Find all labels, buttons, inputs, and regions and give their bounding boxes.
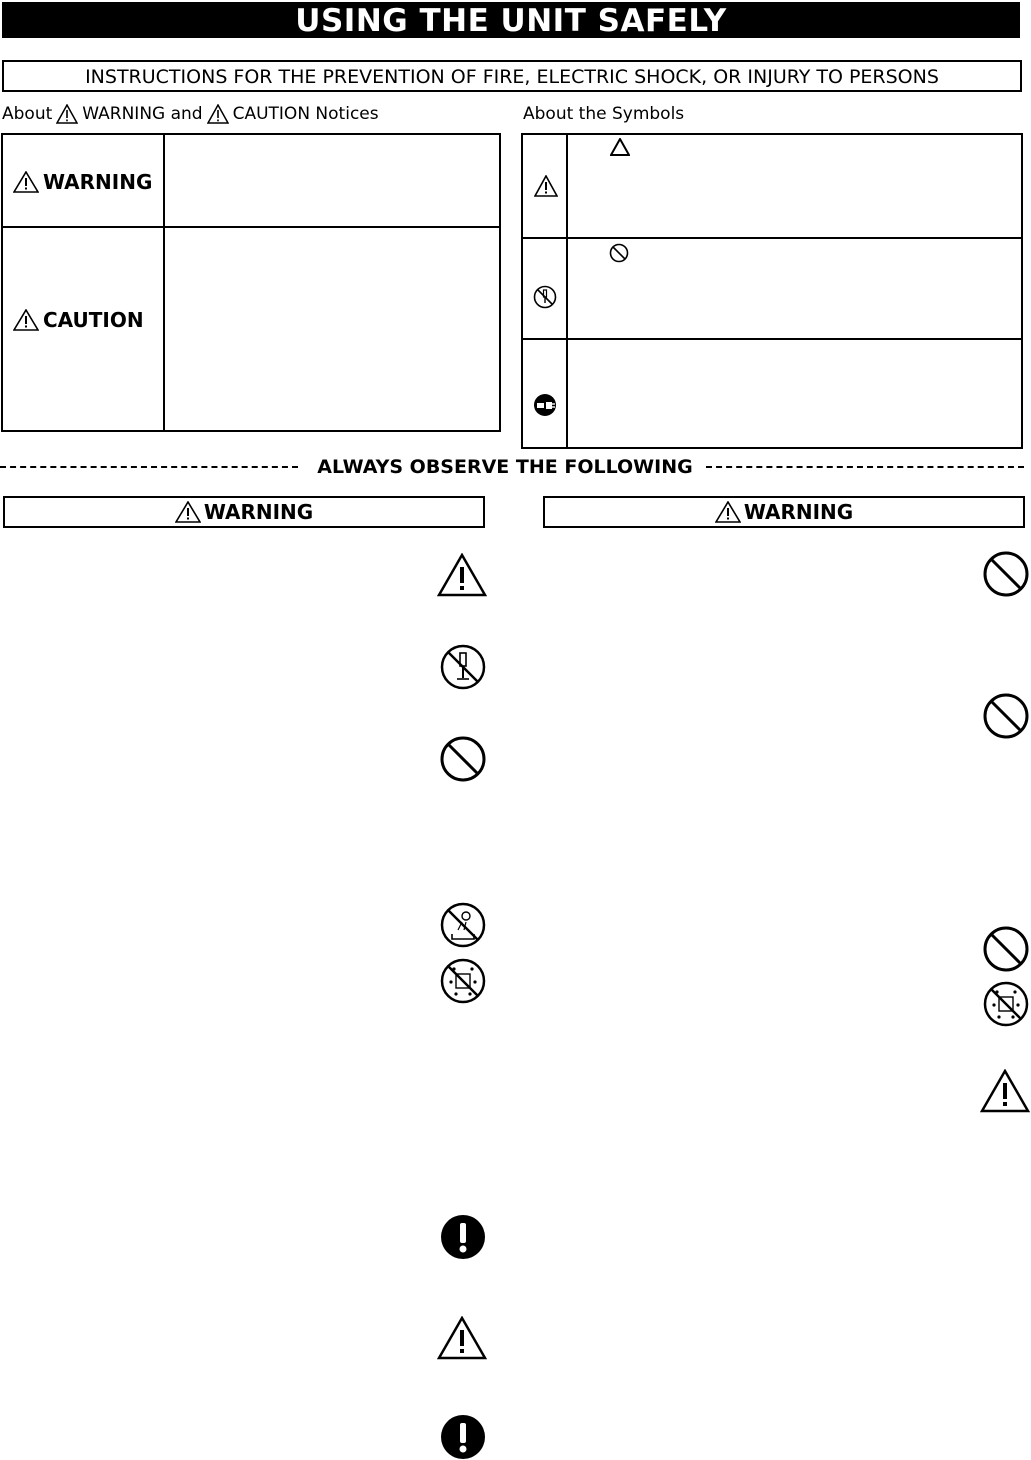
notices-heading-about: About: [2, 104, 53, 124]
warning-small-icon: [207, 104, 229, 124]
table-divider: [163, 135, 165, 430]
symbols-table: [521, 133, 1023, 449]
notices-heading-caution: CAUTION Notices: [232, 104, 379, 124]
table-divider: [3, 226, 499, 228]
unplug-icon: [533, 393, 557, 417]
left-warning-header-text: WARNING: [203, 500, 314, 524]
table-divider: [523, 237, 1023, 239]
symbols-heading: About the Symbols: [523, 104, 685, 124]
no-children-icon: [440, 958, 486, 1004]
prohibited-small-icon: [609, 243, 629, 263]
instructions-banner: INSTRUCTIONS FOR THE PREVENTION OF FIRE, ELECTRIC SHOCK, OR INJURY TO PERSONS: [2, 60, 1022, 92]
prohibited-icon: [983, 693, 1029, 739]
right-warning-header: [543, 496, 1025, 528]
table-divider: [523, 338, 1023, 340]
no-disassemble-icon: [533, 285, 557, 309]
page-title: USING THE UNIT SAFELY: [2, 2, 1020, 38]
warning-triangle-icon: [437, 1316, 487, 1360]
no-water-icon: [440, 902, 486, 948]
warning-symbol-icon: [534, 175, 558, 197]
warning-small-icon: [715, 501, 741, 523]
warning-notice-label: [13, 170, 152, 194]
prohibited-icon: [440, 736, 486, 782]
observe-divider: [0, 455, 1031, 479]
no-children-icon: [983, 981, 1029, 1027]
mandatory-icon: [440, 1214, 486, 1260]
warning-small-icon: [175, 501, 201, 523]
warning-triangle-icon: [437, 553, 487, 597]
warning-triangle-icon: [980, 1069, 1030, 1113]
caution-label-text: CAUTION: [43, 308, 144, 332]
notices-heading-warning: WARNING and: [82, 104, 203, 124]
triangle-outline-icon: [610, 138, 630, 156]
notices-heading: [2, 104, 379, 124]
table-divider: [566, 135, 568, 447]
warning-label-text: WARNING: [43, 170, 153, 194]
right-warning-header-text: WARNING: [743, 500, 854, 524]
no-disassemble-icon: [440, 644, 486, 690]
observe-label: ALWAYS OBSERVE THE FOLLOWING: [317, 456, 693, 478]
warning-small-icon: [13, 171, 39, 193]
mandatory-icon: [440, 1414, 486, 1460]
notices-table: [1, 133, 501, 432]
left-warning-header: [3, 496, 485, 528]
warning-small-icon: [56, 104, 78, 124]
caution-notice-label: [13, 308, 144, 332]
warning-small-icon: [13, 309, 39, 331]
prohibited-icon: [983, 926, 1029, 972]
prohibited-icon: [983, 551, 1029, 597]
